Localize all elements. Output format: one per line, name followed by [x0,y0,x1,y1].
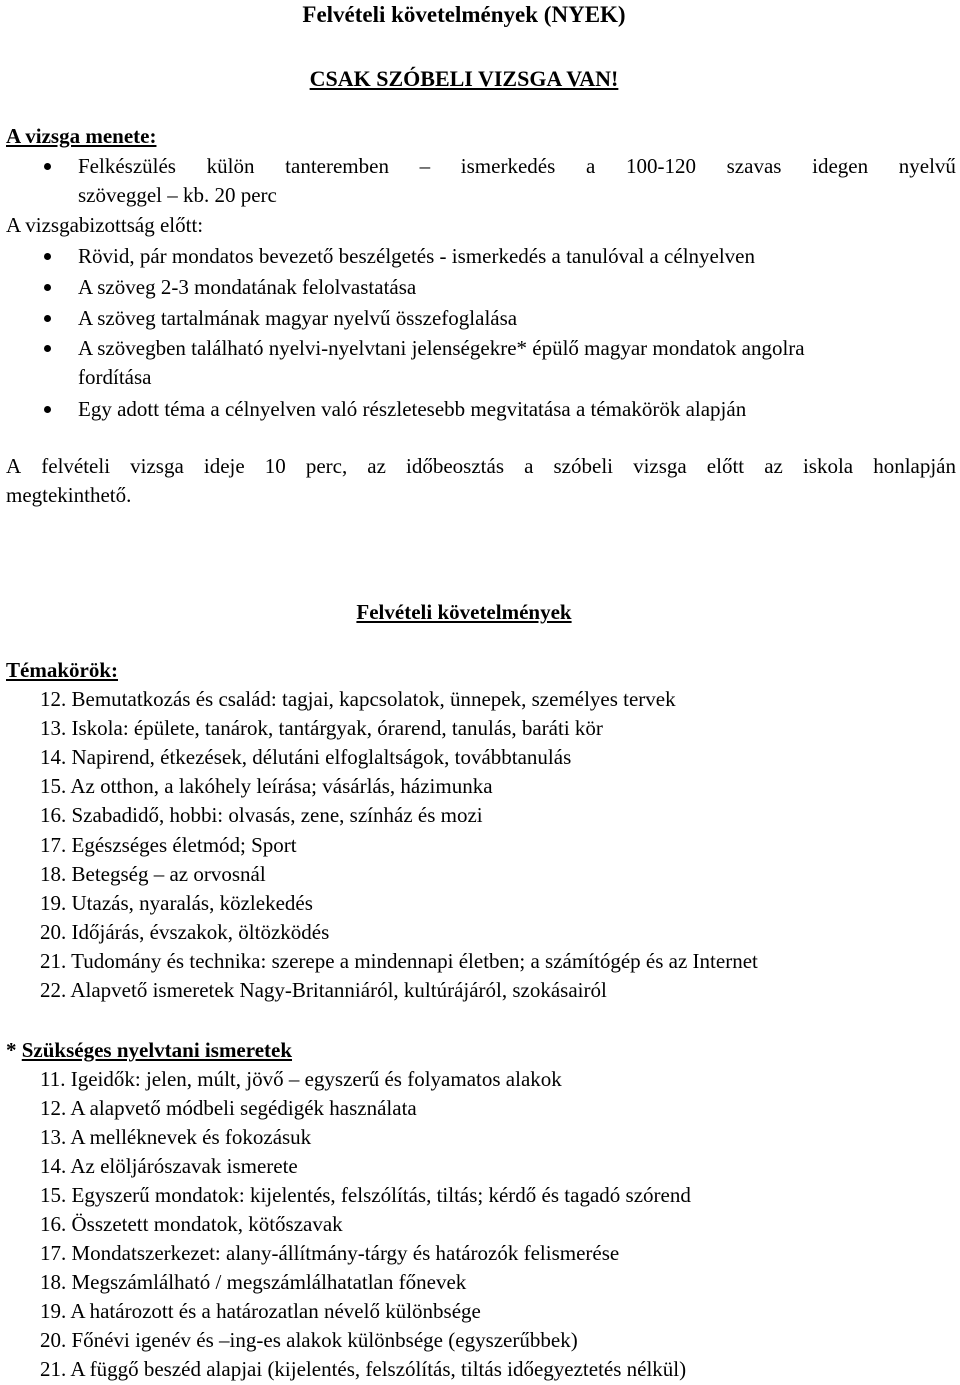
word: szóbeli [553,454,613,478]
word: szavas [726,154,782,178]
committee-item: A szöveg 2-3 mondatának felolvastatása [78,275,417,299]
grammar-item: 18. Megszámlálható / megszámlálhatatlan főnevek [40,1270,467,1294]
bullet-icon [44,284,51,291]
exam-duration-line-continued: megtekinthető. [6,483,132,507]
word: ideje [203,454,245,478]
word: iskola [802,454,854,478]
topic-item: 17. Egészséges életmód; Sport [40,832,297,857]
bullet-icon [44,315,51,322]
topic-item: 20. Időjárás, évszakok, öltözködés [40,919,330,944]
word: előtt [706,454,745,478]
topic-item: 15. Az otthon, a lakóhely leírása; vásárlás, házimunka [40,774,493,799]
grammar-item: 11. Igeidők: jelen, múlt, jövő – egyszerű és folyamatos alakok [40,1067,562,1091]
topic-item: 16. Szabadidő, hobbi: olvasás, zene, színház és mozi [40,803,483,828]
grammar-item: 21. A függő beszéd alapjai (kijelentés, felszólítás, tiltás időegyeztetés nélkül) [40,1357,687,1381]
exam-duration-line [6,452,956,481]
word: honlapján [873,454,956,478]
grammar-item: 15. Egyszerű mondatok: kijelentés, felszólítás, tiltás; kérdő és tagadó szórend [40,1183,691,1207]
word: a [524,454,534,478]
word: 100-120 [625,154,696,178]
committee-heading: A vizsgabizottság előtt: [6,213,204,237]
bullet-icon [44,163,51,170]
committee-item-continued: fordítása [78,365,152,389]
preparation-line [78,152,956,181]
word: felvételi [41,454,111,478]
word: Felkészülés [78,154,176,178]
topic-item: 18. Betegség – az orvosnál [40,861,266,886]
word: nyelvű [898,154,956,178]
bullet-icon [44,406,51,413]
word: vizsga [633,454,687,478]
committee-item: A szöveg tartalmának magyar nyelvű összefoglalása [78,306,518,330]
grammar-item: 16. Összetett mondatok, kötőszavak [40,1212,343,1236]
grammar-item: 13. A melléknevek és fokozásuk [40,1125,312,1149]
grammar-item: 14. Az elöljárószavak ismerete [40,1154,298,1178]
grammar-item: 20. Főnévi igenév és –ing-es alakok különbsége (egyszerűbbek) [40,1328,578,1352]
preparation-line-continued: szöveggel – kb. 20 perc [78,183,277,207]
word: 10 [264,454,286,478]
topic-item: 14. Napirend, étkezések, délutáni elfoglaltságok, továbbtanulás [40,745,572,770]
word: vizsga [130,454,184,478]
topic-item: 21. Tudomány és technika: szerepe a mindennapi életben; a számítógép és az Internet [40,948,758,973]
exam-process-heading: A vizsga menete: [6,124,157,148]
word: külön [206,154,255,178]
word: perc, [305,454,348,478]
grammar-heading: Szükséges nyelvtani ismeretek [21,1038,293,1062]
grammar-heading-row [6,1036,292,1065]
word: idegen [812,154,869,178]
oral-exam-only-notice: CSAK SZÓBELI VIZSGA VAN! [309,66,619,91]
word: a [585,154,596,178]
grammar-item: 12. A alapvető módbeli segédigék használata [40,1096,417,1120]
topic-item: 19. Utazás, nyaralás, közlekedés [40,890,313,915]
committee-item: Rövid, pár mondatos bevezető beszélgetés - ismerkedés a tanulóval a célnyelven [78,244,756,268]
word: az [367,454,386,478]
word: – [419,154,431,178]
grammar-item: 17. Mondatszerkezet: alany-állítmány-tárgy és határozók felismerése [40,1241,620,1265]
topic-item: 12. Bemutatkozás és család: tagjai, kapcsolatok, ünnepek, személyes tervek [40,687,676,711]
bullet-icon [44,253,51,260]
word: az [764,454,783,478]
word: tanteremben [285,154,389,178]
grammar-item: 19. A határozott és a határozatlan névelő különbsége [40,1299,481,1323]
asterisk-mark: * [6,1038,17,1062]
word: időbeosztás [406,454,505,478]
topics-heading: Témakörök: [6,658,118,682]
word: ismerkedés [460,154,556,178]
word: A [6,454,22,478]
requirements-heading: Felvételi követelmények [356,600,572,624]
page-title: Felvételi követelmények (NYEK) [302,2,626,27]
bullet-icon [44,345,51,352]
committee-item: Egy adott téma a célnyelven való részletesebb megvitatása a témakörök alapján [78,397,747,421]
committee-item: A szövegben található nyelvi-nyelvtani jelenségekre* épülő magyar mondatok angolra [78,336,805,360]
topic-item: 13. Iskola: épülete, tanárok, tantárgyak, órarend, tanulás, baráti kör [40,716,603,741]
topic-item: 22. Alapvető ismeretek Nagy-Britanniáról, kultúrájáról, szokásairól [40,978,607,1002]
